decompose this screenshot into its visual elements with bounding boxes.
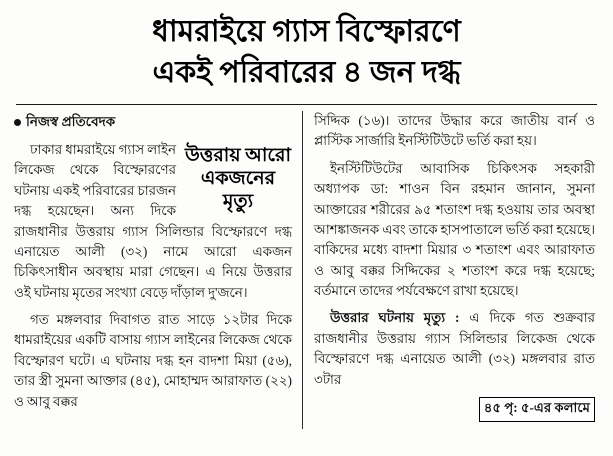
jump-line [314, 397, 595, 422]
pull-quote [184, 142, 292, 214]
pull-quote-line-2: একজনের [200, 168, 276, 190]
byline-text: নিজস্ব প্রতিবেদক [26, 114, 116, 129]
bullet-dot-icon [14, 119, 21, 126]
headline-line-2: একই পরিবারের ৪ জন দগ্ধ [152, 56, 461, 89]
left-column [14, 111, 302, 429]
pull-quote-line-1: উত্তরায় আরো [184, 145, 292, 166]
subhead-label: উত্তরার ঘটনায় মৃত্যু : [330, 310, 460, 326]
left-paragraph-1: ঢাকার ধামরাইয়ে গ্যাস লাইন লিকেজ থেকে বিস্ফোরণের ঘটনায় একই পরিবারের চারজন দগ্ধ হয়েছেন। অন্য দিকে রাজধানীর উত্তরায় গ্যাস সিলিন্ডার বিস্ফোরণে দগ্ধ এনায়েত আলী (৩২) নামে আরো একজন চিকিৎসাধীন অবস্থায় মারা গেছেন। এ নিয়ে উত্তরার ওই ঘটনায় মৃতের সংখ্যা বেড়ে দাঁড়াল দু'জনে। [14, 142, 292, 300]
right-paragraph-2: ইনস্টিটিউটের আবাসিক চিকিৎসক সহকারী অধ্যাপক ডা: শাওন বিন রহমান জানান, সুমনা আক্তারের শরীরের ৯৫ শতাংশ দগ্ধ হওয়ায় তার অবস্থা আশঙ্কাজনক এবং তাকে হাসপাতালে ভর্তি করা হয়েছে। বাকিদের মধ্যে বাদশা মিয়ার ৩ শতাংশ এবং আরাফাত ও আবু বক্কর সিদ্দিকের ২ শতাংশ করে দগ্ধ হয়েছে; বর্তমানে তাদের পর্যবেক্ষণে রাখা হয়েছে। [314, 160, 595, 298]
headline-divider [16, 104, 597, 105]
left-paragraph-2: গত মঙ্গলবার দিবাগত রাত সাড়ে ১২টার দিকে ধামরাইয়ের একটি বাসায় গ্যাস লাইনের লিকেজ থেকে বিস্ফোরণ ঘটে। এ ঘটনায় দগ্ধ হন বাদশা মিয়া (৫৬), তার স্ত্রী সুমনা আক্তার (৪৫), মোহাম্মদ আরাফাত (২২) ও আবু বক্কর [14, 312, 292, 409]
subhead-paragraph-text: এ দিকে গত শুক্রবার রাজধানীর উত্তরায় গ্যাস সিলিন্ডার লিকেজ থেকে বিস্ফোরণে দগ্ধ এনায়েত আলী (৩২) মঙ্গলবার রাত ৩টার [314, 310, 595, 387]
headline-line-1: ধামরাইয়ে গ্যাস বিস্ফোরণে [152, 15, 461, 48]
right-paragraph-1: সিদ্দিক (১৬)। তাদের উদ্ধার করে জাতীয় বার্ন ও প্লাস্টিক সার্জারি ইনস্টিটিউটে ভর্তি করা হয়। [314, 113, 595, 149]
right-subhead-paragraph [314, 308, 595, 390]
article-columns [14, 111, 599, 429]
jump-line-text: ৪৫ পৃ: ৫-এর কলামে [479, 397, 595, 422]
right-column [303, 111, 595, 429]
pull-quote-line-3: মৃত্যু [222, 191, 254, 213]
page-title [14, 6, 599, 94]
byline [14, 111, 292, 134]
